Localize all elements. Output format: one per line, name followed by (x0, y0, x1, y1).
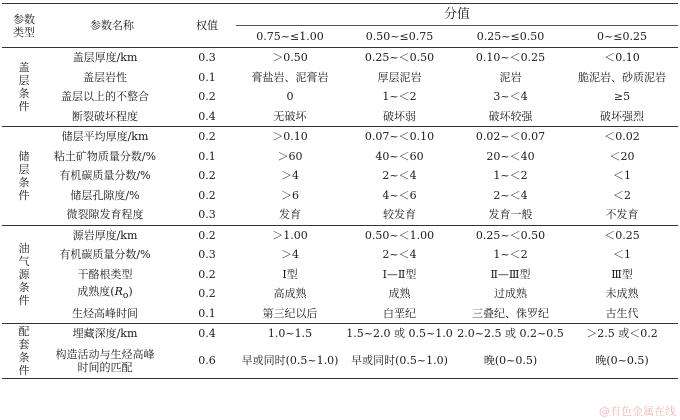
score-cell-3: 破坏较强 (488, 109, 533, 123)
score-cell-4: 古生代 (605, 306, 639, 320)
header-range-4: 0~≤0.25 (566, 26, 678, 48)
weight-cell: 0.2 (178, 127, 236, 147)
score-cell-2: 4~＜6 (382, 188, 417, 202)
header-range-3: 0.25~≤0.50 (455, 26, 566, 48)
header-param-name: 参数名称 (90, 19, 134, 32)
table-row (2, 304, 678, 324)
score-cell-4: 晚(0~0.5) (595, 354, 649, 367)
score-cell-4: ＜20 (609, 149, 635, 163)
score-cell-3: 发育一般 (488, 208, 533, 222)
score-cell-1: 1.0~1.5 (236, 324, 344, 344)
score-cell-3: 0.02~＜0.07 (455, 127, 566, 147)
header-range-1: 0.75~≤1.00 (236, 26, 344, 48)
score-cell-1: ＞1.00 (236, 225, 344, 245)
weight-cell: 0.2 (178, 225, 236, 245)
score-cell-2: 1.5~2.0 或 0.5~1.0 (344, 324, 455, 344)
score-cell-3: 泥岩 (499, 70, 522, 84)
header-range-2: 0.50~≤0.75 (344, 26, 455, 48)
param-name-cell (46, 87, 178, 107)
score-cell-4: ＜0.02 (566, 127, 678, 147)
score-cell-4: ＜2 (613, 188, 631, 202)
header-score: 分值 (444, 7, 471, 22)
table-row (2, 265, 678, 285)
score-cell-3: 三叠纪、侏罗纪 (472, 306, 549, 320)
score-cell-1: 第三纪以后 (262, 306, 318, 320)
score-cell-1: ＞4 (281, 248, 299, 262)
param-name-text: 干酪根类型 (77, 267, 133, 281)
score-cell-1: ＞6 (281, 188, 299, 202)
score-cell-4: ＜0.25 (566, 225, 678, 245)
score-cell-2: Ⅰ—Ⅱ型 (382, 267, 417, 281)
score-cell-1: 发育 (279, 208, 301, 222)
table-row (2, 344, 678, 379)
score-cell-1: ＞0.50 (236, 48, 344, 68)
score-cell-3: 1~＜2 (493, 169, 528, 183)
table-row (2, 68, 678, 88)
score-cell-2: 0.50~＜1.00 (344, 225, 455, 245)
param-type-cell (2, 127, 46, 226)
param-name-cell (46, 225, 178, 245)
score-cell-4: ＞2.5 或＜0.2 (566, 324, 678, 344)
score-cell-4: 破坏强烈 (600, 109, 644, 123)
score-cell-1: 早或同时(0.5~1.0) (241, 354, 339, 367)
table-row (2, 147, 678, 167)
weight-cell: 0.1 (198, 149, 216, 163)
score-cell-4: ＜1 (613, 169, 631, 183)
weight-cell: 0.1 (198, 70, 216, 84)
score-cell-2: 1~＜2 (382, 90, 417, 104)
score-cell-3: 3~＜4 (493, 90, 528, 104)
param-name-cell (46, 127, 178, 147)
score-cell-2: 早或同时(0.5~1.0) (351, 354, 448, 367)
score-cell-4: 脆泥岩、砂质泥岩 (578, 70, 666, 84)
param-name-cell (46, 107, 178, 127)
weight-cell: 0.4 (178, 324, 236, 344)
param-name-text: 储层平均厚度/km (61, 130, 149, 144)
param-type-cell (2, 324, 46, 379)
weight-cell: 0.4 (198, 109, 216, 123)
score-cell-4: Ⅲ型 (611, 267, 633, 281)
table-row (2, 87, 678, 107)
score-cell-2: 2~＜4 (382, 169, 417, 183)
table-row (2, 107, 678, 127)
score-cell-2: 成熟 (388, 287, 411, 301)
score-cell-3: 2.0~2.5 或 0.2~0.5 (455, 324, 566, 344)
score-cell-3: 晚(0~0.5) (483, 354, 538, 367)
score-cell-3: 0.10~＜0.25 (455, 48, 566, 68)
param-name-text: 粘土矿物质量分数/% (53, 149, 157, 163)
weight-cell: 0.2 (198, 90, 216, 104)
table-row (2, 284, 678, 304)
param-type-text: 油 气 源 条 件 (18, 241, 30, 307)
score-cell-1: ＞4 (281, 169, 299, 183)
table-row (2, 127, 678, 147)
param-name-text: 埋藏深度/km (72, 327, 138, 341)
score-cell-4: ≥5 (613, 90, 631, 104)
score-cell-3: 2~＜4 (493, 188, 528, 202)
score-cell-2: 40~＜60 (375, 149, 424, 163)
header-weight: 权值 (196, 19, 218, 32)
score-cell-4: 未成熟 (605, 287, 639, 301)
param-type-text: 储 层 条 件 (18, 149, 30, 202)
table-row (2, 225, 678, 245)
param-name-cell (46, 344, 178, 379)
param-name-text: 微裂隙发育程度 (66, 208, 144, 222)
evaluation-parameter-table (2, 3, 678, 379)
param-type-cell (2, 48, 46, 127)
weight-cell: 0.1 (198, 306, 216, 320)
weight-cell: 0.3 (198, 208, 216, 222)
table-body (2, 48, 678, 379)
header-param-type-text: 参数 类型 (13, 12, 35, 39)
score-cell-4: ＜0.10 (566, 48, 678, 68)
weight-cell: 0.3 (178, 48, 236, 68)
table-row (2, 166, 678, 186)
score-cell-1: 膏盐岩、泥膏岩 (251, 70, 329, 84)
score-cell-2: 白垩纪 (383, 306, 416, 320)
score-cell-2: 破坏弱 (383, 109, 416, 123)
table-row (2, 324, 678, 344)
score-cell-4: 不发育 (605, 208, 639, 222)
param-name-text: 盖层以上的不整合 (61, 90, 149, 104)
score-cell-2: 0.25~＜0.50 (344, 48, 455, 68)
score-cell-3: Ⅱ—Ⅲ型 (490, 267, 531, 281)
param-type-cell (2, 225, 46, 324)
param-name-cell (46, 48, 178, 68)
param-name-text: 储层孔隙度/% (70, 188, 140, 202)
score-cell-1: ＞0.10 (236, 127, 344, 147)
param-name-cell (46, 68, 178, 88)
param-name-cell (46, 186, 178, 206)
score-cell-1: 0 (286, 90, 294, 104)
param-name-cell: 成熟度$(R_o)$ (77, 285, 133, 302)
table-row (2, 245, 678, 265)
table-row (2, 205, 678, 225)
weight-cell: 0.2 (198, 287, 216, 301)
table-row (2, 48, 678, 68)
param-name-cell (46, 166, 178, 186)
score-cell-4: ＜1 (613, 248, 631, 262)
param-type-text: 盖 层 条 件 (18, 61, 30, 113)
weight-cell: 0.2 (198, 169, 216, 183)
score-cell-1: Ⅰ型 (282, 267, 298, 281)
score-cell-3: 20~＜40 (486, 149, 535, 163)
param-name-text: 构造活动与生烃高峰 时间的匹配 (55, 347, 155, 374)
score-cell-3: 1~＜2 (493, 248, 528, 262)
param-name-cell (46, 265, 178, 285)
score-cell-1: 高成熟 (273, 287, 307, 301)
score-cell-2: 较发育 (383, 208, 416, 222)
param-name-cell (46, 324, 178, 344)
score-cell-1: 无破坏 (273, 109, 307, 123)
score-cell-3: 0.25~＜0.50 (455, 225, 566, 245)
weight-cell: 0.3 (198, 248, 216, 262)
weight-cell: 0.2 (198, 267, 216, 281)
weight-cell: 0.2 (198, 188, 216, 202)
param-name-text: 有机碳质量分数/% (59, 169, 151, 183)
param-name-text: 源岩厚度/km (72, 228, 138, 242)
param-name-text: 盖层岩性 (83, 70, 127, 84)
param-type-text: 配 套 条 件 (18, 324, 30, 377)
score-cell-1: ＞60 (277, 149, 303, 163)
param-name-text: 有机碳质量分数/% (59, 248, 151, 262)
score-cell-2: 2~＜4 (382, 248, 417, 262)
param-name-text: 盖层厚度/km (72, 51, 138, 65)
header-param-type (2, 4, 46, 48)
param-name-text: 断裂破坏程度 (72, 109, 138, 123)
param-name-cell (46, 147, 178, 167)
score-cell-2: 0.07~＜0.10 (344, 127, 455, 147)
param-name-text: 生烃高峰时间 (72, 306, 138, 320)
score-cell-3: 过成熟 (494, 287, 527, 301)
watermark: @有色金属在线 (599, 405, 676, 418)
score-cell-2: 厚层泥岩 (377, 70, 422, 84)
param-name-cell (46, 205, 178, 225)
weight-cell: 0.6 (198, 354, 216, 367)
table-row (2, 186, 678, 206)
param-name-cell (46, 245, 178, 265)
param-name-cell (46, 304, 178, 324)
